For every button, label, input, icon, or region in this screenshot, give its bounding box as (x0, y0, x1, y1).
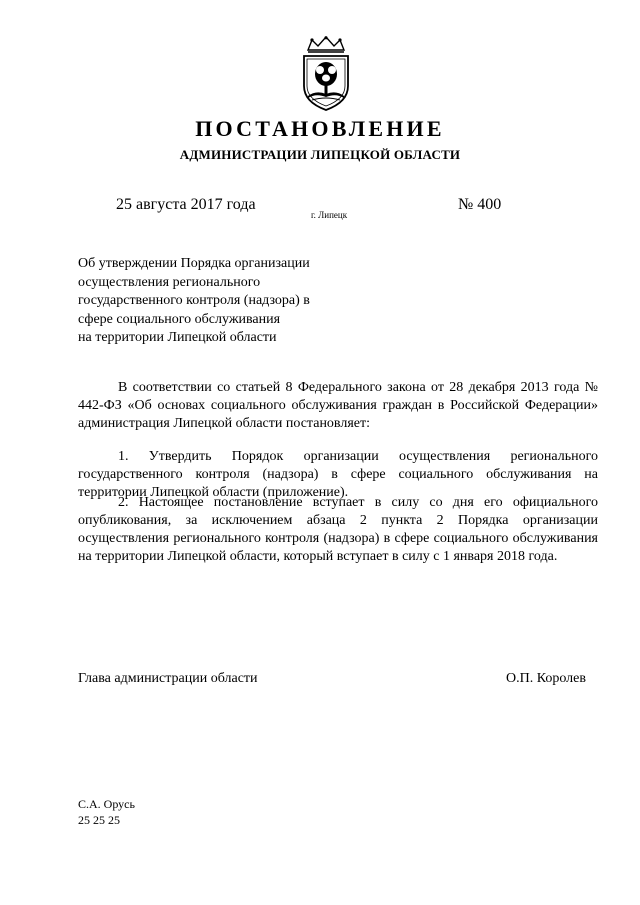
executor-phone: 25 25 25 (78, 813, 120, 827)
executor-block (78, 796, 135, 828)
executor-name: С.А. Орусь (78, 797, 135, 811)
subject-line: Об утверждении Порядка организации (78, 256, 310, 271)
document-city: г. Липецк (311, 210, 348, 220)
subject-line: государственного контроля (надзора) в (78, 293, 310, 308)
issuing-authority: АДМИНИСТРАЦИИ ЛИПЕЦКОЙ ОБЛАСТИ (179, 147, 461, 162)
document-subject (78, 255, 378, 348)
preamble-paragraph: В соответствии со статьей 8 Федерального закона от 28 декабря 2013 года № 442-ФЗ «Об основах социального обслуживания граждан в Российской Федерации» администрация Липецкой области постановляет: (78, 380, 598, 431)
document-date: 25 августа 2017 года (116, 196, 256, 213)
signatory-role: Глава администрации области (78, 671, 258, 686)
signatory-name: О.П. Королев (506, 671, 586, 686)
subject-line: на территории Липецкой области (78, 330, 277, 345)
subject-line: осуществления регионального (78, 274, 261, 290)
coat-of-arms-icon (294, 36, 358, 112)
subject-line: сфере социального обслуживания (78, 311, 281, 327)
item-2-paragraph: 2. Настоящее постановление вступает в силу со дня его официального опубликования, за исключением абзаца 2 пункта 2 Порядка организации осуществления регионального контроля (надзора) в сфере социального обслуживания на территории Липецкой области, который вступает в силу с 1 января 2018 года. (78, 495, 598, 564)
item-1-paragraph: 1. Утвердить Порядок организации осуществления регионального государственного контроля (надзора) в сфере социального обслуживания на территории Липецкой области (приложение). (78, 449, 598, 500)
document-number: № 400 (458, 196, 502, 213)
document-title: ПОСТАНОВЛЕНИЕ (195, 116, 445, 141)
